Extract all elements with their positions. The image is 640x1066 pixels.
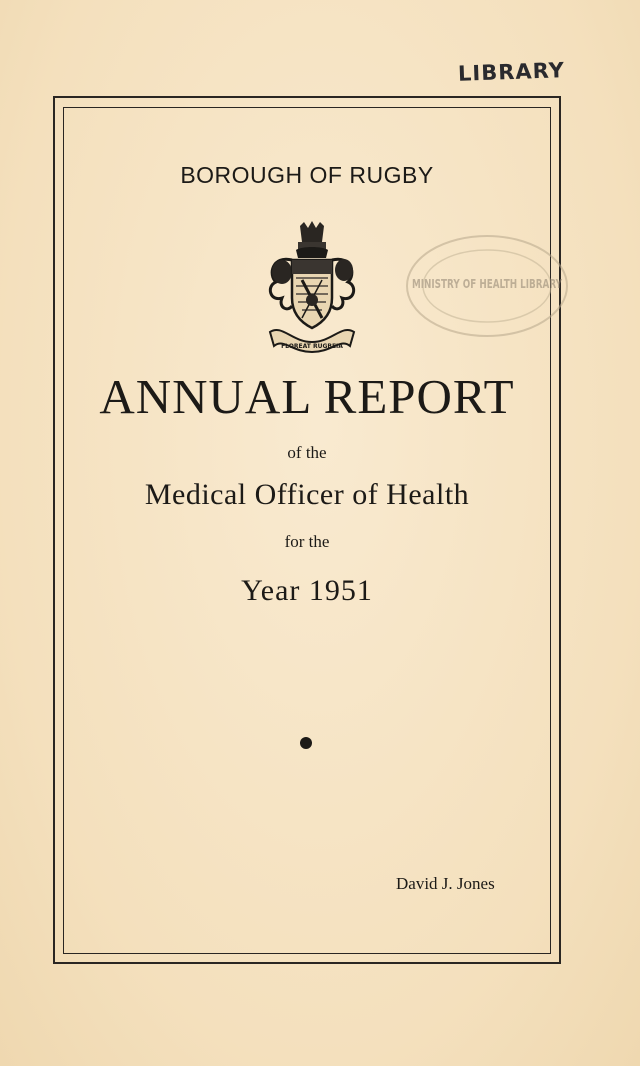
year-label: Year — [241, 574, 301, 607]
year-value: 1951 — [308, 574, 373, 607]
coat-of-arms-icon — [262, 220, 362, 355]
faded-library-stamp-icon — [392, 226, 572, 346]
svg-text:FLOREAT RUGBEIA: FLOREAT RUGBEIA — [281, 343, 343, 350]
subtitle-for-the: for the — [284, 532, 330, 551]
subtitle-of-the: of the — [287, 443, 327, 462]
year-line — [0, 574, 614, 608]
svg-text:MINISTRY OF HEALTH LIBRARY: MINISTRY OF HEALTH LIBRARY — [412, 277, 563, 291]
report-title: ANNUAL REPORT — [99, 369, 515, 424]
officer-title: Medical Officer of Health — [144, 478, 470, 511]
ornament-dot — [300, 737, 312, 749]
borough-heading: BOROUGH OF RUGBY — [180, 162, 434, 188]
library-stamp-text: LIBRARY — [457, 58, 566, 86]
author-name: David J. Jones — [396, 874, 495, 893]
